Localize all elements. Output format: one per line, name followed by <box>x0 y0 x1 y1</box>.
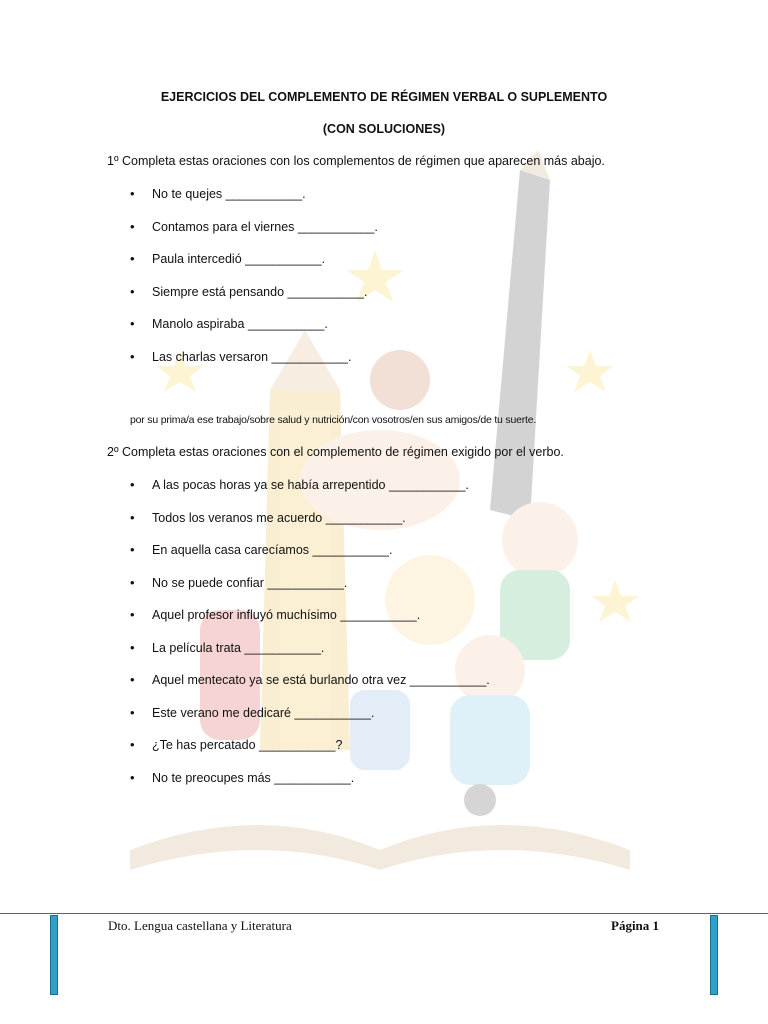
sentence: Contamos para el viernes ___________. <box>152 219 378 234</box>
list-item <box>130 349 378 382</box>
list-item <box>130 477 490 510</box>
list-item <box>130 737 490 770</box>
sentence: Aquel profesor influyó muchísimo ___________. <box>152 608 421 622</box>
exercise2-list <box>130 477 490 802</box>
bullet-icon: • <box>130 509 135 525</box>
exercise1-list <box>130 186 378 381</box>
bullet-icon: • <box>130 704 135 720</box>
footer-department: Dto. Lengua castellana y Literatura <box>108 918 292 933</box>
sentence: A las pocas horas ya se había arrepentido ___________. <box>152 478 469 492</box>
sentence: Paula intercedió ___________. <box>152 252 326 266</box>
sentence: ¿Te has percatado ___________? <box>152 738 343 752</box>
document-title: EJERCICIOS DEL COMPLEMENTO DE RÉGIMEN VERBAL O SUPLEMENTO <box>160 90 608 104</box>
bullet-icon: • <box>130 737 135 752</box>
bullet-icon: • <box>130 542 135 557</box>
footer-divider <box>0 913 768 914</box>
bullet-icon: • <box>130 672 135 687</box>
sentence: Siempre está pensando ___________. <box>152 284 368 299</box>
list-item <box>130 672 490 705</box>
sentence: En aquella casa carecíamos ___________. <box>152 543 393 557</box>
bullet-icon: • <box>130 283 135 299</box>
bullet-icon: • <box>130 348 135 364</box>
bullet-icon: • <box>130 316 135 331</box>
bullet-icon: • <box>130 186 135 201</box>
bullet-icon: • <box>130 477 135 492</box>
sentence: No te preocupes más ___________. <box>152 770 355 785</box>
document-subtitle: (CON SOLUCIONES) <box>322 122 446 136</box>
list-item <box>130 219 378 252</box>
list-item <box>130 316 378 349</box>
footer-left-bar <box>50 915 58 995</box>
bullet-icon: • <box>130 769 135 785</box>
sentence: No te quejes ___________. <box>152 187 306 201</box>
bullet-icon: • <box>130 607 135 622</box>
bullet-icon: • <box>130 639 135 655</box>
list-item <box>130 251 378 284</box>
list-item <box>130 607 490 640</box>
footer-page-number: Página 1 <box>611 918 660 933</box>
list-item <box>130 575 490 608</box>
word-bank: por su prima/a ese trabajo/sobre salud y nutrición/con vosotros/en sus amigos/de tu suerte. <box>130 414 537 426</box>
sentence: No se puede confiar ___________. <box>152 575 348 590</box>
list-item <box>130 770 490 803</box>
sentence: Este verano me dedicaré ___________. <box>152 705 375 720</box>
bullet-icon: • <box>130 251 135 266</box>
sentence: Las charlas versaron ___________. <box>152 349 352 364</box>
sentence: Todos los veranos me acuerdo ___________. <box>152 510 406 525</box>
list-item <box>130 510 490 543</box>
sentence: La película trata ___________. <box>152 640 325 655</box>
sentence: Manolo aspiraba ___________. <box>152 317 328 331</box>
list-item <box>130 284 378 317</box>
list-item <box>130 542 490 575</box>
list-item <box>130 640 490 673</box>
list-item <box>130 186 378 219</box>
exercise2-instruction: 2º Completa estas oraciones con el complemento de régimen exigido por el verbo. <box>107 445 564 459</box>
bullet-icon: • <box>130 218 135 234</box>
bullet-icon: • <box>130 574 135 590</box>
footer-right-bar <box>710 915 718 995</box>
list-item <box>130 705 490 738</box>
exercise1-instruction: 1º Completa estas oraciones con los complementos de régimen que aparecen más abajo. <box>107 154 605 168</box>
sentence: Aquel mentecato ya se está burlando otra vez ___________. <box>152 673 490 687</box>
